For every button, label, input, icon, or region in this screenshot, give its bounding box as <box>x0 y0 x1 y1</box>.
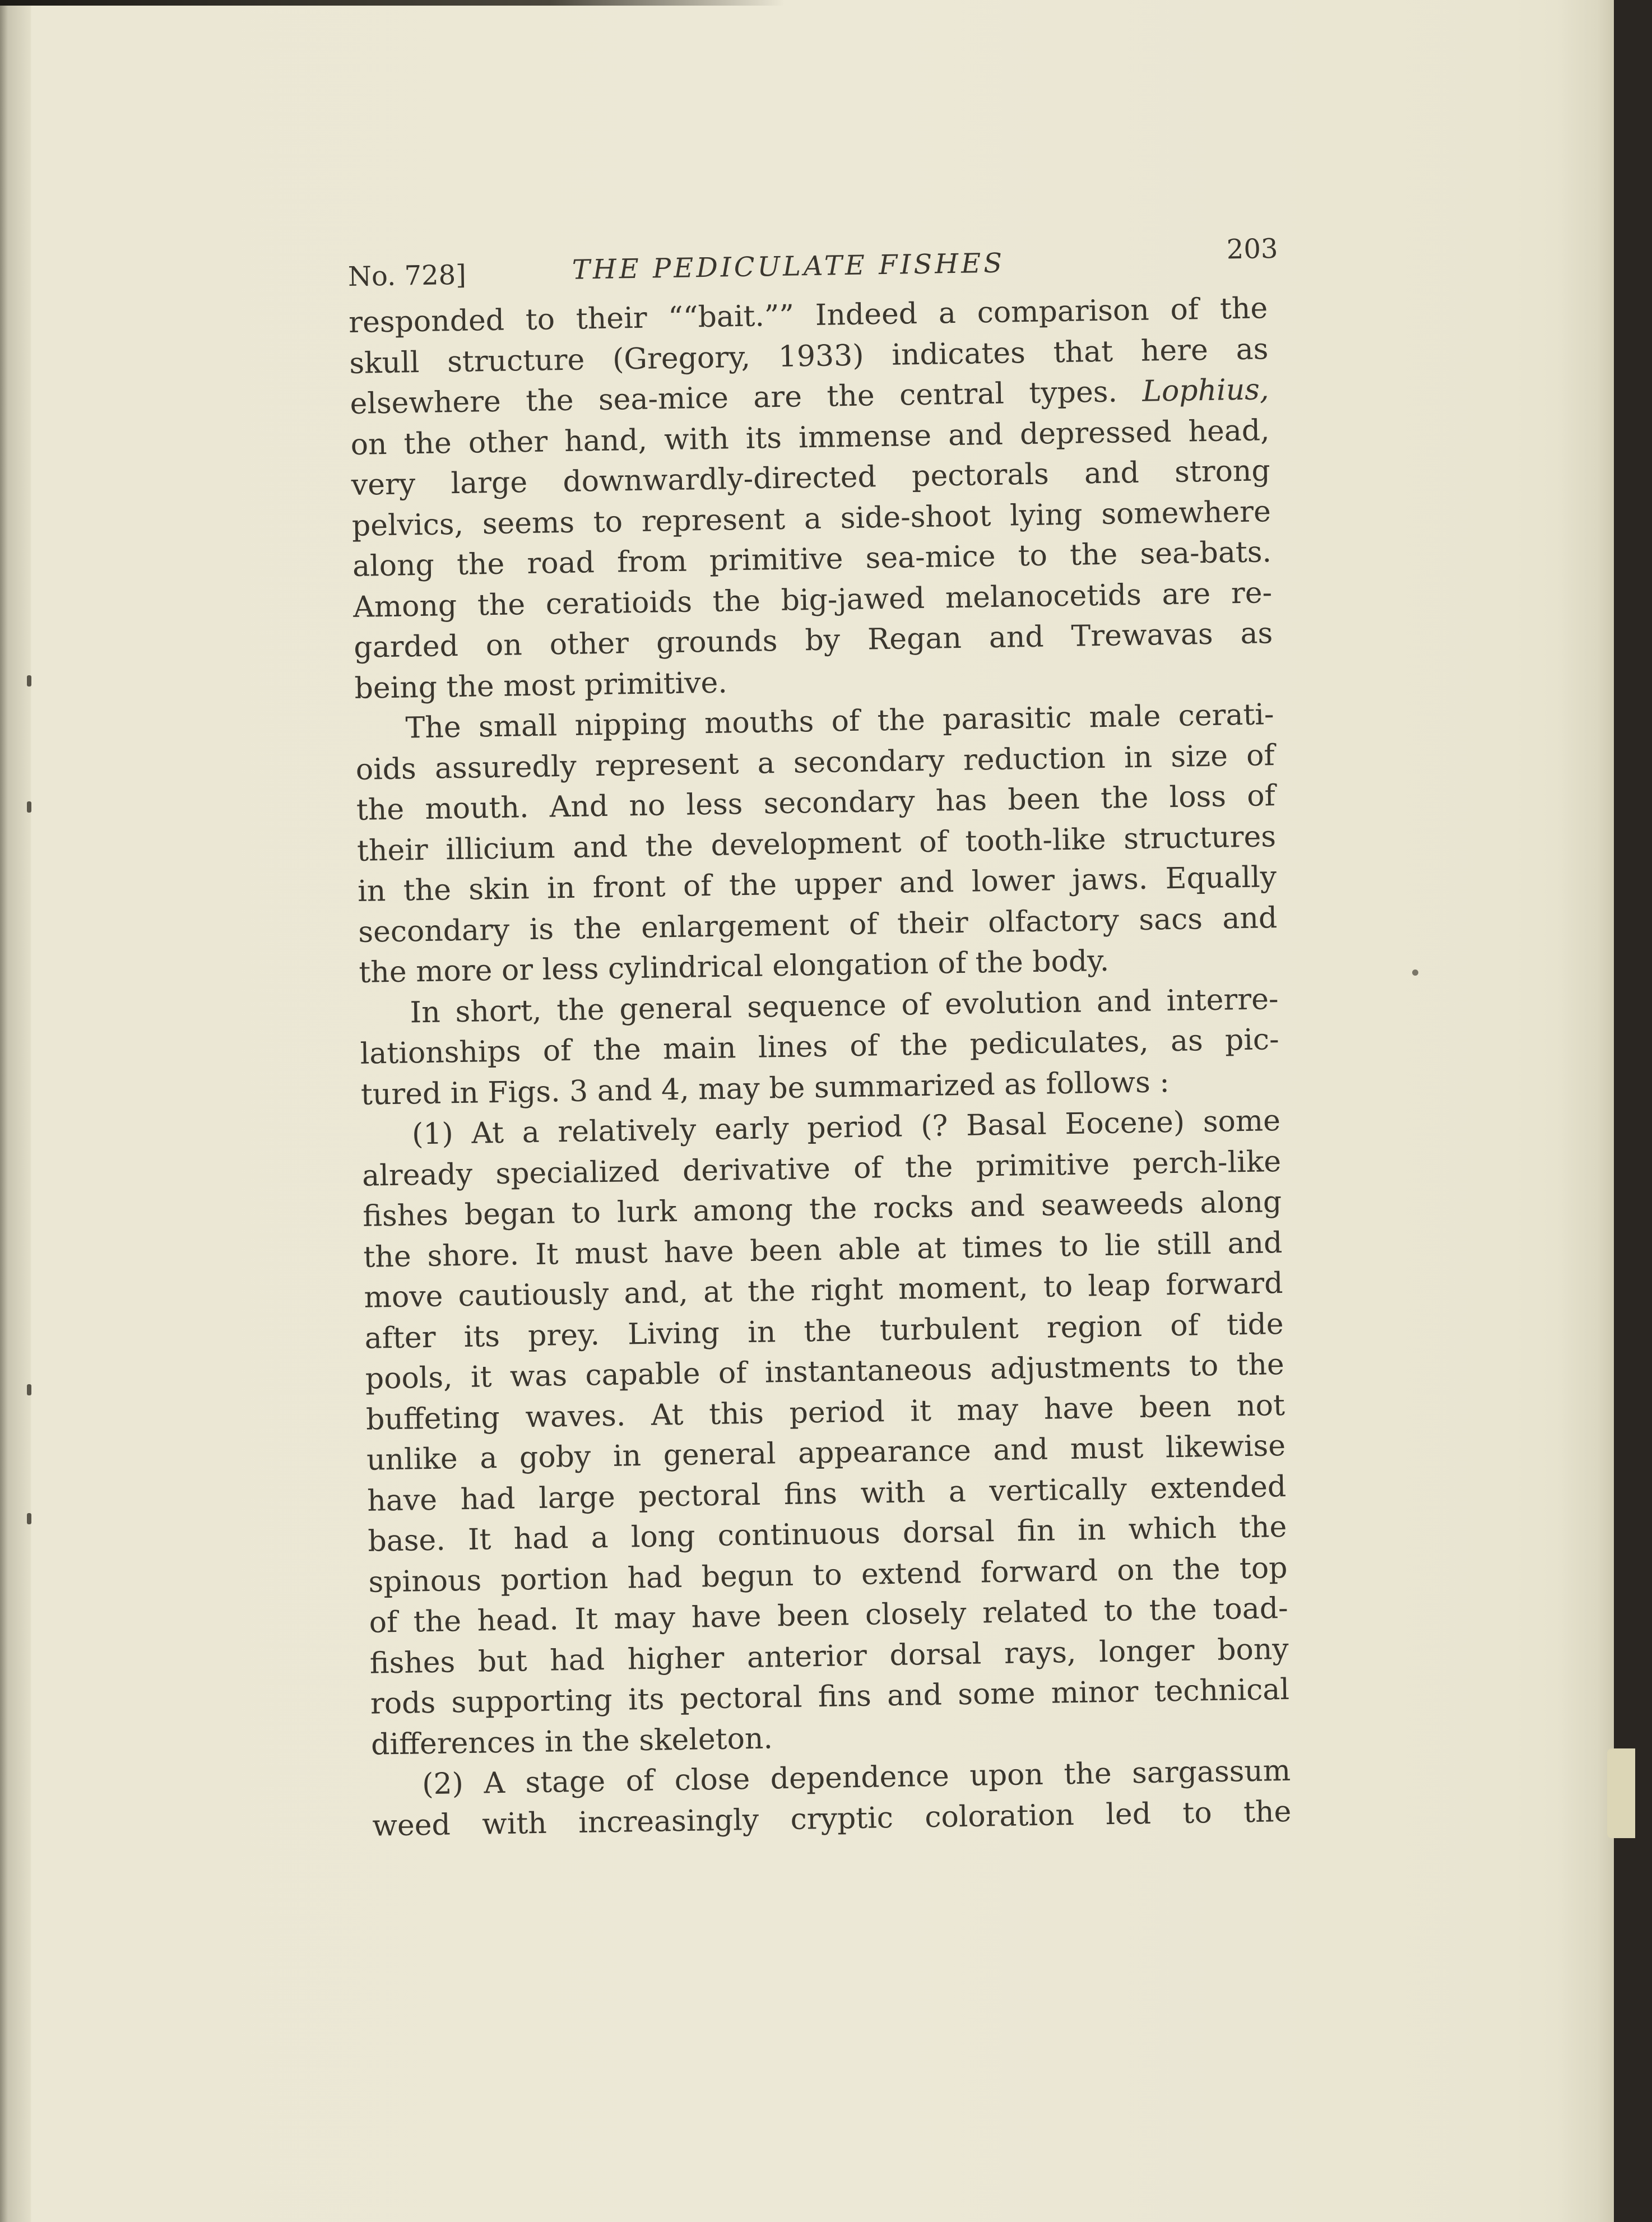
text-line: in the skin in front of the upper and lower jaws. Equally <box>357 860 1277 908</box>
binding-mark <box>27 1384 31 1395</box>
text-line: of the head. It may have been closely related to the toad- <box>369 1591 1289 1640</box>
body-text <box>349 288 1292 1846</box>
italic-genus-name: Lophius, <box>1141 373 1269 409</box>
text-line: tured in Figs. 3 and 4, may be summarized as follows : <box>360 1065 1170 1112</box>
binding-mark <box>27 1513 31 1524</box>
text-line: rods supporting its pectoral fins and some minor technical <box>370 1672 1290 1721</box>
text-line: unlike a goby in general appearance and must likewise <box>366 1428 1286 1477</box>
text-line: weed with increasingly cryptic coloration led to the <box>372 1794 1292 1843</box>
text-line: secondary is the enlargement of their olfactory sacs and <box>358 901 1278 949</box>
text-line: base. It had a long continuous dorsal fin in which the <box>367 1510 1287 1558</box>
text-line: elsewhere the sea-mice are the central types. Lophius, <box>350 373 1269 421</box>
issue-number: No. 728] <box>347 259 467 293</box>
text-line: Among the ceratioids the big-jawed melanocetids are re- <box>352 576 1273 624</box>
text-line: garded on other grounds by Regan and Trewavas as <box>353 616 1273 665</box>
running-title: THE PEDICULATE FISHES <box>572 247 1005 286</box>
text-line: the mouth. And no less secondary has been the loss of <box>356 779 1276 827</box>
torn-right-edge <box>1558 0 1614 2222</box>
text-line: pools, it was capable of instantaneous adjustments to the <box>365 1347 1285 1396</box>
text-line: oids assuredly represent a secondary reduction in size of <box>355 738 1275 787</box>
text-line: already specialized derivative of the primitive perch-like <box>361 1144 1282 1193</box>
text-line: along the road from primitive sea-mice to the sea-bats. <box>352 535 1272 583</box>
text-line: spinous portion had begun to extend forward on the top <box>368 1551 1288 1599</box>
text-line: after its prey. Living in the turbulent region of tide <box>364 1307 1284 1356</box>
text-line: have had large pectoral fins with a vertically extended <box>366 1469 1287 1518</box>
binding-mark <box>27 675 31 686</box>
paragraph-start-line: In short, the general sequence of evolution and interre- <box>410 982 1279 1029</box>
page-text <box>347 226 1292 1846</box>
binding-shadow <box>0 0 31 2222</box>
text-line: on the other hand, with its immense and depressed head, <box>350 413 1270 462</box>
text-line: move cautiously and, at the right moment, to leap forward <box>364 1267 1283 1315</box>
top-edge-shadow <box>0 0 785 6</box>
page-number: 203 <box>1226 233 1278 266</box>
text-line: fishes but had higher anterior dorsal rays, longer bony <box>369 1632 1289 1681</box>
text-line: their illicium and the development of tooth-like structures <box>356 819 1277 868</box>
text-line: being the most primitive. <box>354 665 728 706</box>
paragraph-start-line: The small nipping mouths of the parasitic male cerati- <box>405 698 1274 745</box>
paragraph-start-line: (1) At a relatively early period (? Basal Eocene) some <box>411 1104 1281 1152</box>
binding-mark <box>27 801 31 813</box>
paper-speck <box>1412 969 1418 976</box>
text-line: differences in the skeleton. <box>370 1721 773 1762</box>
paragraph-start-line: (2) A stage of close dependence upon the sargassum <box>421 1754 1291 1802</box>
text-line: pelvics, seems to represent a side-shoot lying somewhere <box>351 494 1272 543</box>
text-line: lationships of the main lines of the pediculates, as pic- <box>360 1023 1280 1071</box>
paper-tab <box>1607 1748 1635 1838</box>
text-line: very large downwardly-directed pectorals and strong <box>351 454 1271 502</box>
text-line: the more or less cylindrical elongation of the body. <box>359 944 1110 990</box>
text-line: the shore. It must have been able at times to lie still and <box>363 1226 1283 1274</box>
text-line: responded to their ““bait.”” Indeed a comparison of the <box>348 291 1268 340</box>
text-line: skull structure (Gregory, 1933) indicates that here as <box>349 332 1269 381</box>
text-line: fishes began to lurk among the rocks and seaweeds along <box>362 1185 1282 1233</box>
text-line: buffeting waves. At this period it may have been not <box>365 1388 1286 1437</box>
